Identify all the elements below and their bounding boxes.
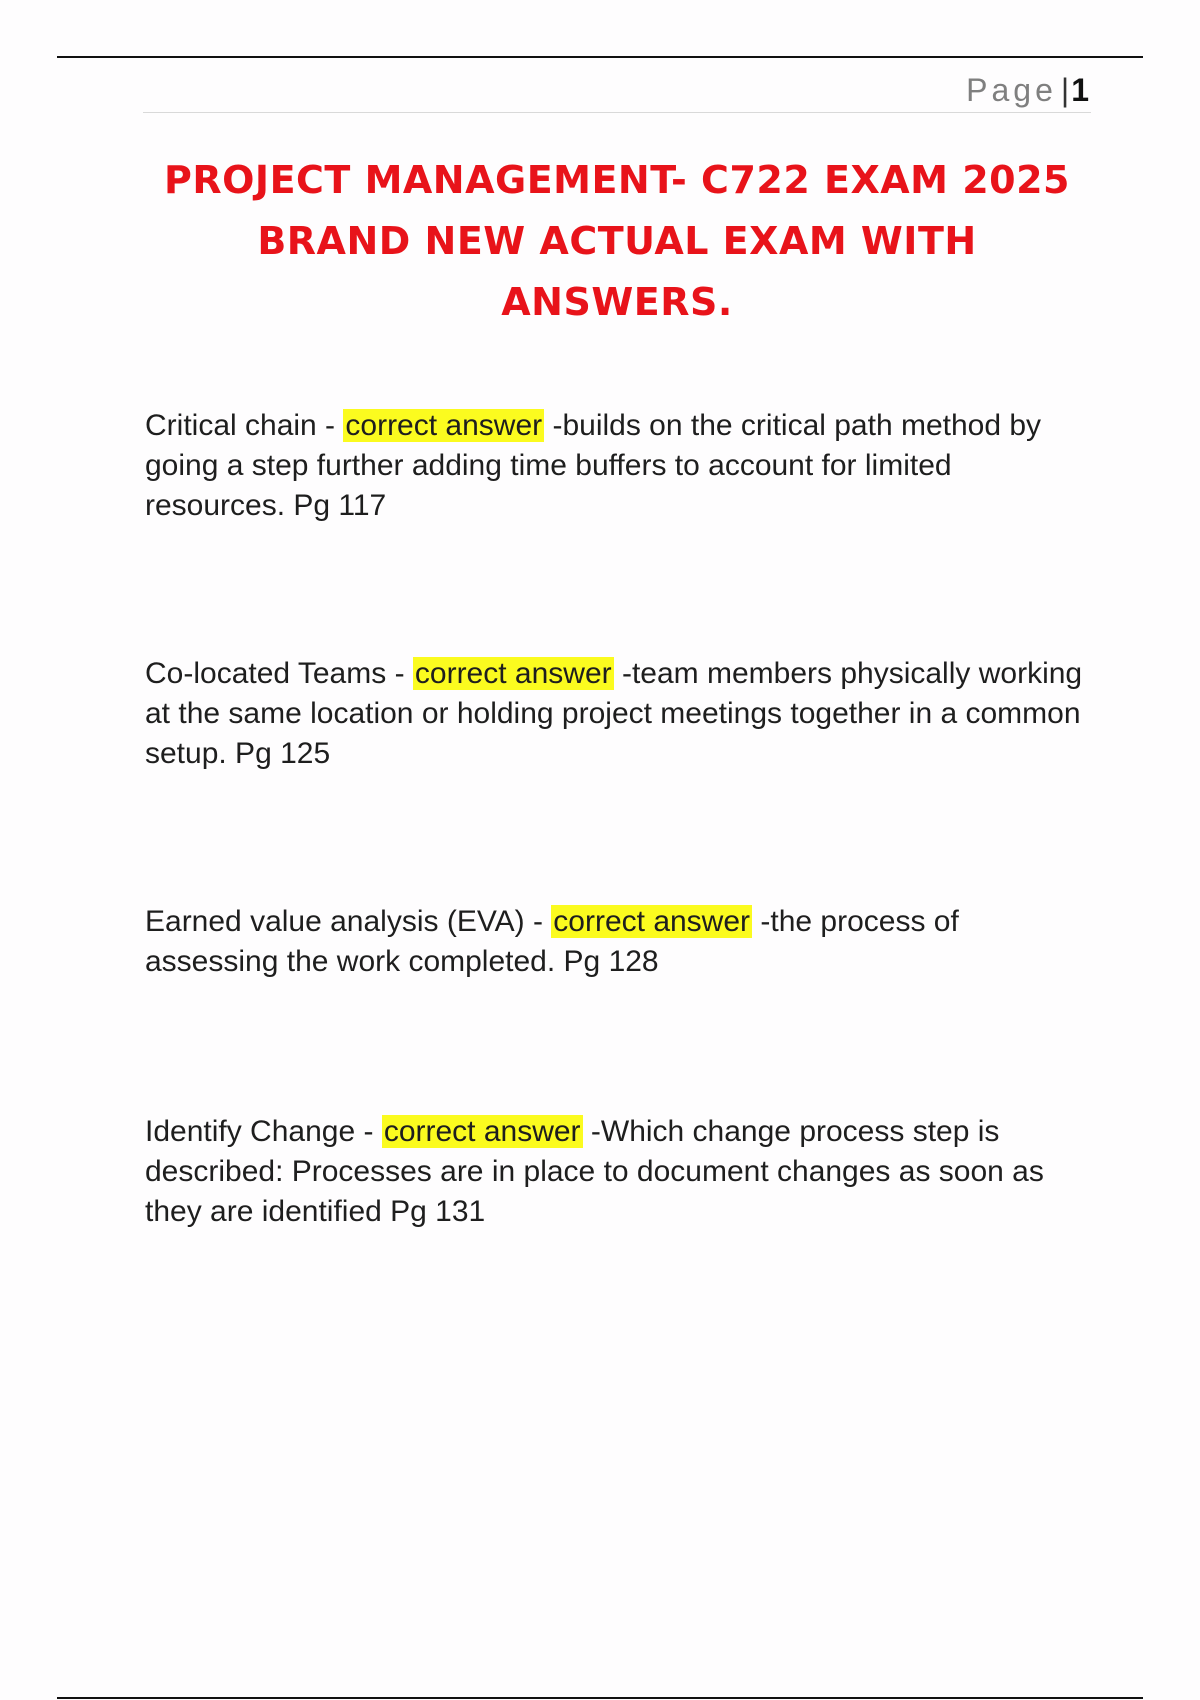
correct-answer-highlight: correct answer (414, 657, 612, 690)
qa-entry-identify-change (145, 1112, 1090, 1232)
qa-answer: -builds on the critical path method by going a step further adding time buffers to account for limited resources. Pg 117 (145, 409, 1042, 522)
qa-answer: -the process of assessing the work completed. Pg 128 (145, 905, 959, 978)
qa-term: Co-located Teams - (145, 657, 413, 690)
page-separator: | (1060, 72, 1070, 108)
bottom-rule (57, 1697, 1143, 1699)
page-number: 1 (1071, 72, 1089, 108)
page-header (143, 68, 1091, 113)
top-rule (57, 56, 1143, 58)
correct-answer-highlight: correct answer (345, 409, 543, 442)
qa-entry-co-located-teams (145, 654, 1090, 774)
correct-answer-highlight: correct answer (553, 905, 751, 938)
document-title: PROJECT MANAGEMENT- C722 EXAM 2025 BRAND NEW ACTUAL EXAM WITH ANSWERS. (164, 158, 1070, 324)
qa-term: Earned value analysis (EVA) - (145, 905, 552, 938)
page-label: Page (966, 72, 1057, 108)
qa-answer: -Which change process step is described: Processes are in place to document changes as soon as they are identified Pg 131 (145, 1115, 1044, 1228)
qa-term: Critical chain - (145, 409, 344, 442)
qa-entry-earned-value-analysis (145, 902, 1090, 982)
qa-term: Identify Change - (145, 1115, 382, 1148)
qa-answer: -team members physically working at the same location or holding project meetings together in a common setup. Pg 125 (145, 657, 1083, 770)
qa-entry-critical-chain (145, 406, 1090, 526)
correct-answer-highlight: correct answer (383, 1115, 581, 1148)
